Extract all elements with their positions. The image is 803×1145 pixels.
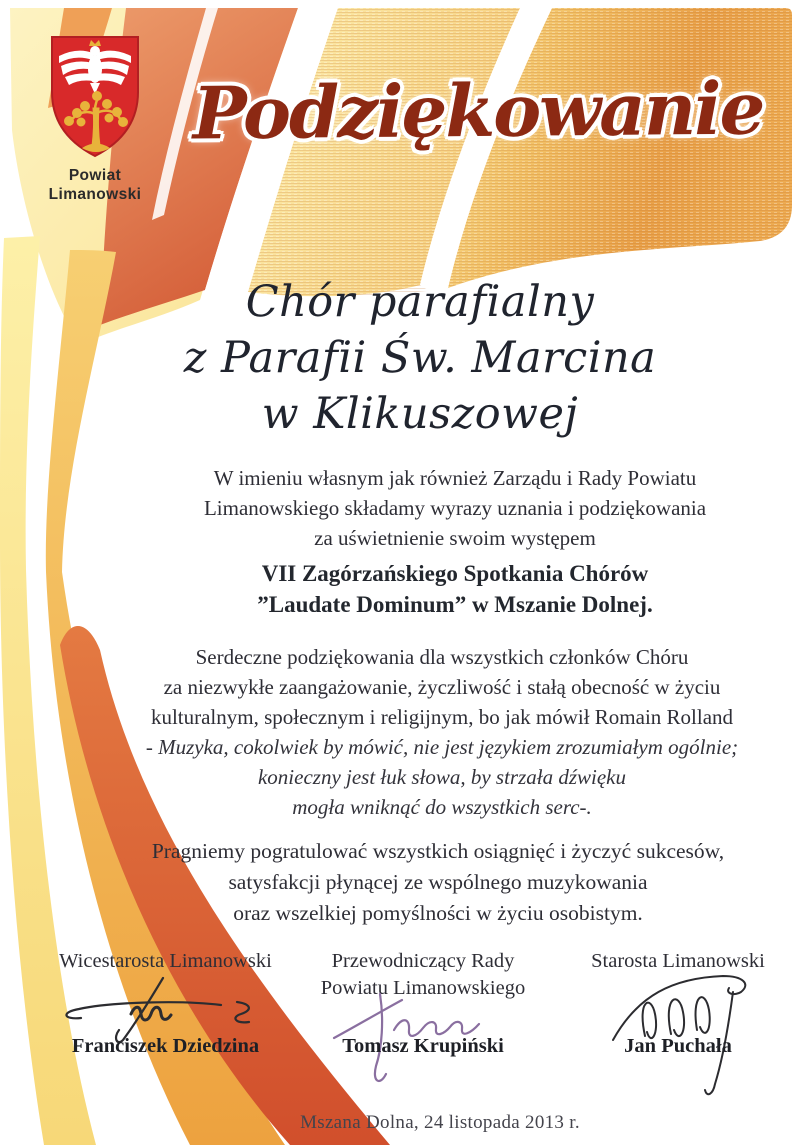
thanks-line3: kulturalnym, społecznym i religijnym, bo jak mówił Romain Rolland xyxy=(150,705,734,729)
signature2-role-line1: Przewodniczący Rady xyxy=(331,950,515,972)
emblem-caption-line2: Limanowski xyxy=(48,186,142,203)
signature1-role-line1: Wicestarosta Limanowski xyxy=(59,950,272,972)
wishes-paragraph xyxy=(118,836,758,929)
recipient-line2: z Parafii Św. Marcina xyxy=(183,333,657,383)
event-name-line2: ”Laudate Dominum” w Mszanie Dolnej. xyxy=(257,592,653,617)
recipient-block xyxy=(110,274,730,442)
intro-line2: Limanowskiego składamy wyrazy uznania i podziękowania xyxy=(203,496,707,520)
emblem-caption-line1: Powiat xyxy=(68,167,122,184)
quote-line3: mogła wniknąć do wszystkich serc-. xyxy=(292,795,592,819)
signature-block-wicestarosta xyxy=(18,948,313,1098)
thanks-paragraph xyxy=(122,642,762,822)
signature-block-przewodniczacy xyxy=(293,948,553,1098)
recipient-line1: Chór parafialny xyxy=(245,277,595,327)
quote-line2: konieczny jest łuk słowa, by strzała dźwięku xyxy=(257,765,627,789)
wishes-line3: oraz wszelkiej pomyślności w życiu osobistym. xyxy=(233,901,643,925)
signature3-name: Jan Puchała xyxy=(624,1035,732,1057)
powiat-limanowski-coat-of-arms-icon xyxy=(49,34,141,160)
intro-line1: W imieniu własnym jak również Zarządu i Rady Powiatu xyxy=(213,466,697,490)
certificate-title: Podziękowanie xyxy=(192,65,764,156)
signature-block-starosta xyxy=(558,948,798,1098)
intro-paragraph xyxy=(135,463,775,620)
signature2-name: Tomasz Krupiński xyxy=(342,1035,504,1057)
signature2-role-line2: Powiatu Limanowskiego xyxy=(320,977,526,999)
quote-line1: - Muzyka, cokolwiek by mówić, nie jest językiem zrozumiałym ogólnie; xyxy=(145,735,739,759)
signature1-name: Franciszek Dziedzina xyxy=(71,1035,260,1057)
signature3-role-line1: Starosta Limanowski xyxy=(591,950,765,972)
wishes-line2: satysfakcji płynącej ze wspólnego muzykowania xyxy=(228,870,648,894)
intro-line3: za uświetnienie swoim występem xyxy=(314,526,596,550)
emblem-block xyxy=(40,34,150,204)
wishes-line1: Pragniemy pogratulować wszystkich osiągnięć i życzyć sukcesów, xyxy=(151,839,725,863)
recipient-line3: w Klikuszowej xyxy=(261,389,579,439)
event-name-line1: VII Zagórzańskiego Spotkania Chórów xyxy=(261,561,649,586)
thanks-line1: Serdeczne podziękowania dla wszystkich członków Chóru xyxy=(195,645,689,669)
thanks-line2: za niezwykłe zaangażowanie, życzliwość i stałą obecność w życiu xyxy=(163,675,721,699)
date-place-line: Mszana Dolna, 24 listopada 2013 r. xyxy=(300,1112,580,1133)
